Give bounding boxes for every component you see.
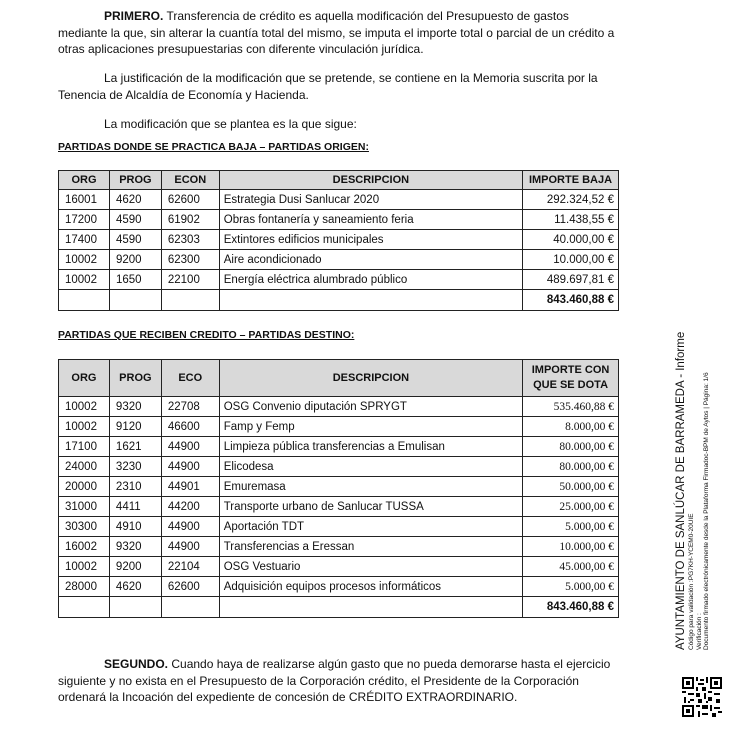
destino-cell-econ: 44900 — [161, 537, 219, 557]
heading-baja: PARTIDAS DONDE SE PRACTICA BAJA – PARTIDAS ORIGEN: — [58, 141, 369, 153]
destino-cell-prog: 9320 — [109, 537, 161, 557]
destino-cell-prog: 9120 — [109, 417, 161, 437]
baja-cell-org: 16001 — [59, 190, 110, 210]
destino-cell-descripcion: OSG Convenio diputación SPRYGT — [219, 397, 522, 417]
baja-header-prog: PROG — [109, 171, 161, 190]
baja-cell-importe: 40.000,00 € — [523, 230, 619, 250]
baja-cell-econ: 61902 — [161, 210, 219, 230]
baja-header-econ: ECON — [161, 171, 219, 190]
baja-cell-importe: 489.697,81 € — [523, 270, 619, 290]
primero-label: PRIMERO. — [104, 9, 164, 23]
paragraph-segundo — [58, 656, 619, 706]
baja-cell-descripcion: Estrategia Dusi Sanlucar 2020 — [219, 190, 522, 210]
destino-cell-importe: 5.000,00 € — [523, 577, 619, 597]
table-row — [59, 477, 619, 497]
destino-cell-econ: 22104 — [161, 557, 219, 577]
table-row — [59, 397, 619, 417]
side-signature-note: Documento firmado electrónicamente desde la Plataforma Firmadoc-BPM de Aytos | Página: 1/6 — [703, 372, 710, 650]
segundo-text: Cuando haya de realizarse algún gasto que no pueda demorarse hasta el ejercicio siguiente y no exista en el Presupuesto de la Corporación crédito, el Presidente de la Corporación ordenará la Incoación del expediente de concesión de CRÉDITO EXTRAORDINARIO. — [58, 657, 611, 704]
destino-header-descripcion: DESCRIPCION — [219, 360, 522, 397]
destino-cell-org: 10002 — [59, 557, 110, 577]
destino-cell-importe: 5.000,00 € — [523, 517, 619, 537]
heading-destino: PARTIDAS QUE RECIBEN CREDITO – PARTIDAS DESTINO: — [58, 329, 355, 341]
baja-cell-org: 10002 — [59, 270, 110, 290]
baja-total-empty-cell — [109, 290, 161, 311]
destino-cell-econ: 44900 — [161, 437, 219, 457]
table-row — [59, 270, 619, 290]
destino-cell-importe: 25.000,00 € — [523, 497, 619, 517]
destino-total-row — [59, 597, 619, 618]
destino-cell-importe: 45.000,00 € — [523, 557, 619, 577]
side-validation-code: Código para validación :PG7KH-YCEM0-20UIE — [688, 513, 695, 650]
baja-cell-prog: 4590 — [109, 210, 161, 230]
table-row — [59, 557, 619, 577]
baja-cell-descripcion: Energía eléctrica alumbrado público — [219, 270, 522, 290]
table-row — [59, 517, 619, 537]
destino-cell-econ: 44900 — [161, 517, 219, 537]
baja-cell-org: 10002 — [59, 250, 110, 270]
paragraph-primero — [58, 8, 619, 58]
destino-cell-prog: 9200 — [109, 557, 161, 577]
table-row — [59, 417, 619, 437]
baja-cell-descripcion: Obras fontanería y saneamiento feria — [219, 210, 522, 230]
baja-total-empty-cell — [59, 290, 110, 311]
destino-cell-org: 10002 — [59, 397, 110, 417]
destino-cell-prog: 4910 — [109, 517, 161, 537]
baja-header-descripcion: DESCRIPCION — [219, 171, 522, 190]
destino-cell-prog: 4620 — [109, 577, 161, 597]
baja-cell-econ: 22100 — [161, 270, 219, 290]
destino-cell-org: 24000 — [59, 457, 110, 477]
destino-cell-descripcion: Transporte urbano de Sanlucar TUSSA — [219, 497, 522, 517]
destino-cell-org: 17100 — [59, 437, 110, 457]
destino-cell-descripcion: Emuremasa — [219, 477, 522, 497]
destino-cell-descripcion: OSG Vestuario — [219, 557, 522, 577]
baja-cell-prog: 4620 — [109, 190, 161, 210]
table-row — [59, 577, 619, 597]
destino-cell-org: 28000 — [59, 577, 110, 597]
destino-cell-prog: 3230 — [109, 457, 161, 477]
destino-cell-econ: 44901 — [161, 477, 219, 497]
baja-cell-descripcion: Aire acondicionado — [219, 250, 522, 270]
baja-total-empty-cell — [161, 290, 219, 311]
destino-cell-importe: 80.000,00 € — [523, 437, 619, 457]
destino-cell-org: 10002 — [59, 417, 110, 437]
destino-cell-prog: 2310 — [109, 477, 161, 497]
destino-cell-org: 31000 — [59, 497, 110, 517]
table-row — [59, 230, 619, 250]
baja-cell-org: 17400 — [59, 230, 110, 250]
paragraph-modificacion: La modificación que se plantea es la que sigue: — [104, 117, 357, 131]
destino-cell-prog: 9320 — [109, 397, 161, 417]
baja-cell-descripcion: Extintores edificios municipales — [219, 230, 522, 250]
destino-cell-importe: 10.000,00 € — [523, 537, 619, 557]
table-destino — [58, 359, 619, 618]
destino-total-empty-cell — [219, 597, 522, 618]
primero-text: Transferencia de crédito es aquella modificación del Presupuesto de gastos mediante la que, sin alterar la cuantía total del mismo, se imputa el importe total o parcial de un crédito a otras aplicaciones presupuestarias con diferente vinculación jurídica. — [58, 9, 615, 56]
destino-cell-econ: 46600 — [161, 417, 219, 437]
destino-cell-descripcion: Aportación TDT — [219, 517, 522, 537]
baja-cell-econ: 62303 — [161, 230, 219, 250]
table-row — [59, 210, 619, 230]
segundo-label: SEGUNDO. — [104, 657, 169, 671]
destino-cell-descripcion: Transferencias a Eressan — [219, 537, 522, 557]
destino-total-empty-cell — [161, 597, 219, 618]
baja-cell-importe: 11.438,55 € — [523, 210, 619, 230]
baja-cell-prog: 4590 — [109, 230, 161, 250]
destino-cell-econ: 44900 — [161, 457, 219, 477]
destino-cell-org: 16002 — [59, 537, 110, 557]
baja-total-amount: 843.460,88 € — [523, 290, 619, 311]
destino-cell-prog: 1621 — [109, 437, 161, 457]
baja-cell-importe: 292.324,52 € — [523, 190, 619, 210]
side-verification: Verificación : — [695, 613, 703, 650]
baja-cell-econ: 62300 — [161, 250, 219, 270]
destino-cell-org: 20000 — [59, 477, 110, 497]
baja-cell-prog: 1650 — [109, 270, 161, 290]
table-row — [59, 190, 619, 210]
table-row — [59, 437, 619, 457]
destino-total-empty-cell — [59, 597, 110, 618]
destino-total-amount: 843.460,88 € — [523, 597, 619, 618]
destino-cell-importe: 80.000,00 € — [523, 457, 619, 477]
table-row — [59, 457, 619, 477]
destino-cell-econ: 44200 — [161, 497, 219, 517]
destino-header-prog: PROG — [109, 360, 161, 397]
destino-cell-econ: 22708 — [161, 397, 219, 417]
destino-cell-prog: 4411 — [109, 497, 161, 517]
destino-cell-descripcion: Adquisición equipos procesos informáticos — [219, 577, 522, 597]
destino-cell-descripcion: Elicodesa — [219, 457, 522, 477]
destino-header-org: ORG — [59, 360, 110, 397]
destino-total-empty-cell — [109, 597, 161, 618]
destino-cell-descripcion: Limpieza pública transferencias a Emulisan — [219, 437, 522, 457]
baja-total-empty-cell — [219, 290, 522, 311]
side-validation-strip — [675, 332, 711, 650]
table-row — [59, 537, 619, 557]
baja-total-row — [59, 290, 619, 311]
destino-header-importe: IMPORTE CON QUE SE DOTA — [523, 360, 619, 397]
destino-cell-importe: 8.000,00 € — [523, 417, 619, 437]
baja-cell-org: 17200 — [59, 210, 110, 230]
baja-cell-importe: 10.000,00 € — [523, 250, 619, 270]
qr-code-icon — [682, 677, 722, 717]
destino-header-econ: ECO — [161, 360, 219, 397]
destino-cell-econ: 62600 — [161, 577, 219, 597]
baja-cell-econ: 62600 — [161, 190, 219, 210]
baja-header-org: ORG — [59, 171, 110, 190]
destino-cell-importe: 50.000,00 € — [523, 477, 619, 497]
paragraph-justificacion: La justificación de la modificación que se pretende, se contiene en la Memoria suscrita por la Tenencia de Alcaldía de Economía y Hacienda. — [58, 71, 598, 102]
side-title: AYUNTAMIENTO DE SANLÚCAR DE BARRAMEDA - Informe — [675, 331, 687, 650]
baja-header-importe: IMPORTE BAJA — [523, 171, 619, 190]
destino-cell-org: 30300 — [59, 517, 110, 537]
table-row — [59, 497, 619, 517]
destino-cell-descripcion: Famp y Femp — [219, 417, 522, 437]
destino-cell-importe: 535.460,88 € — [523, 397, 619, 417]
table-baja — [58, 170, 619, 311]
baja-cell-prog: 9200 — [109, 250, 161, 270]
table-row — [59, 250, 619, 270]
